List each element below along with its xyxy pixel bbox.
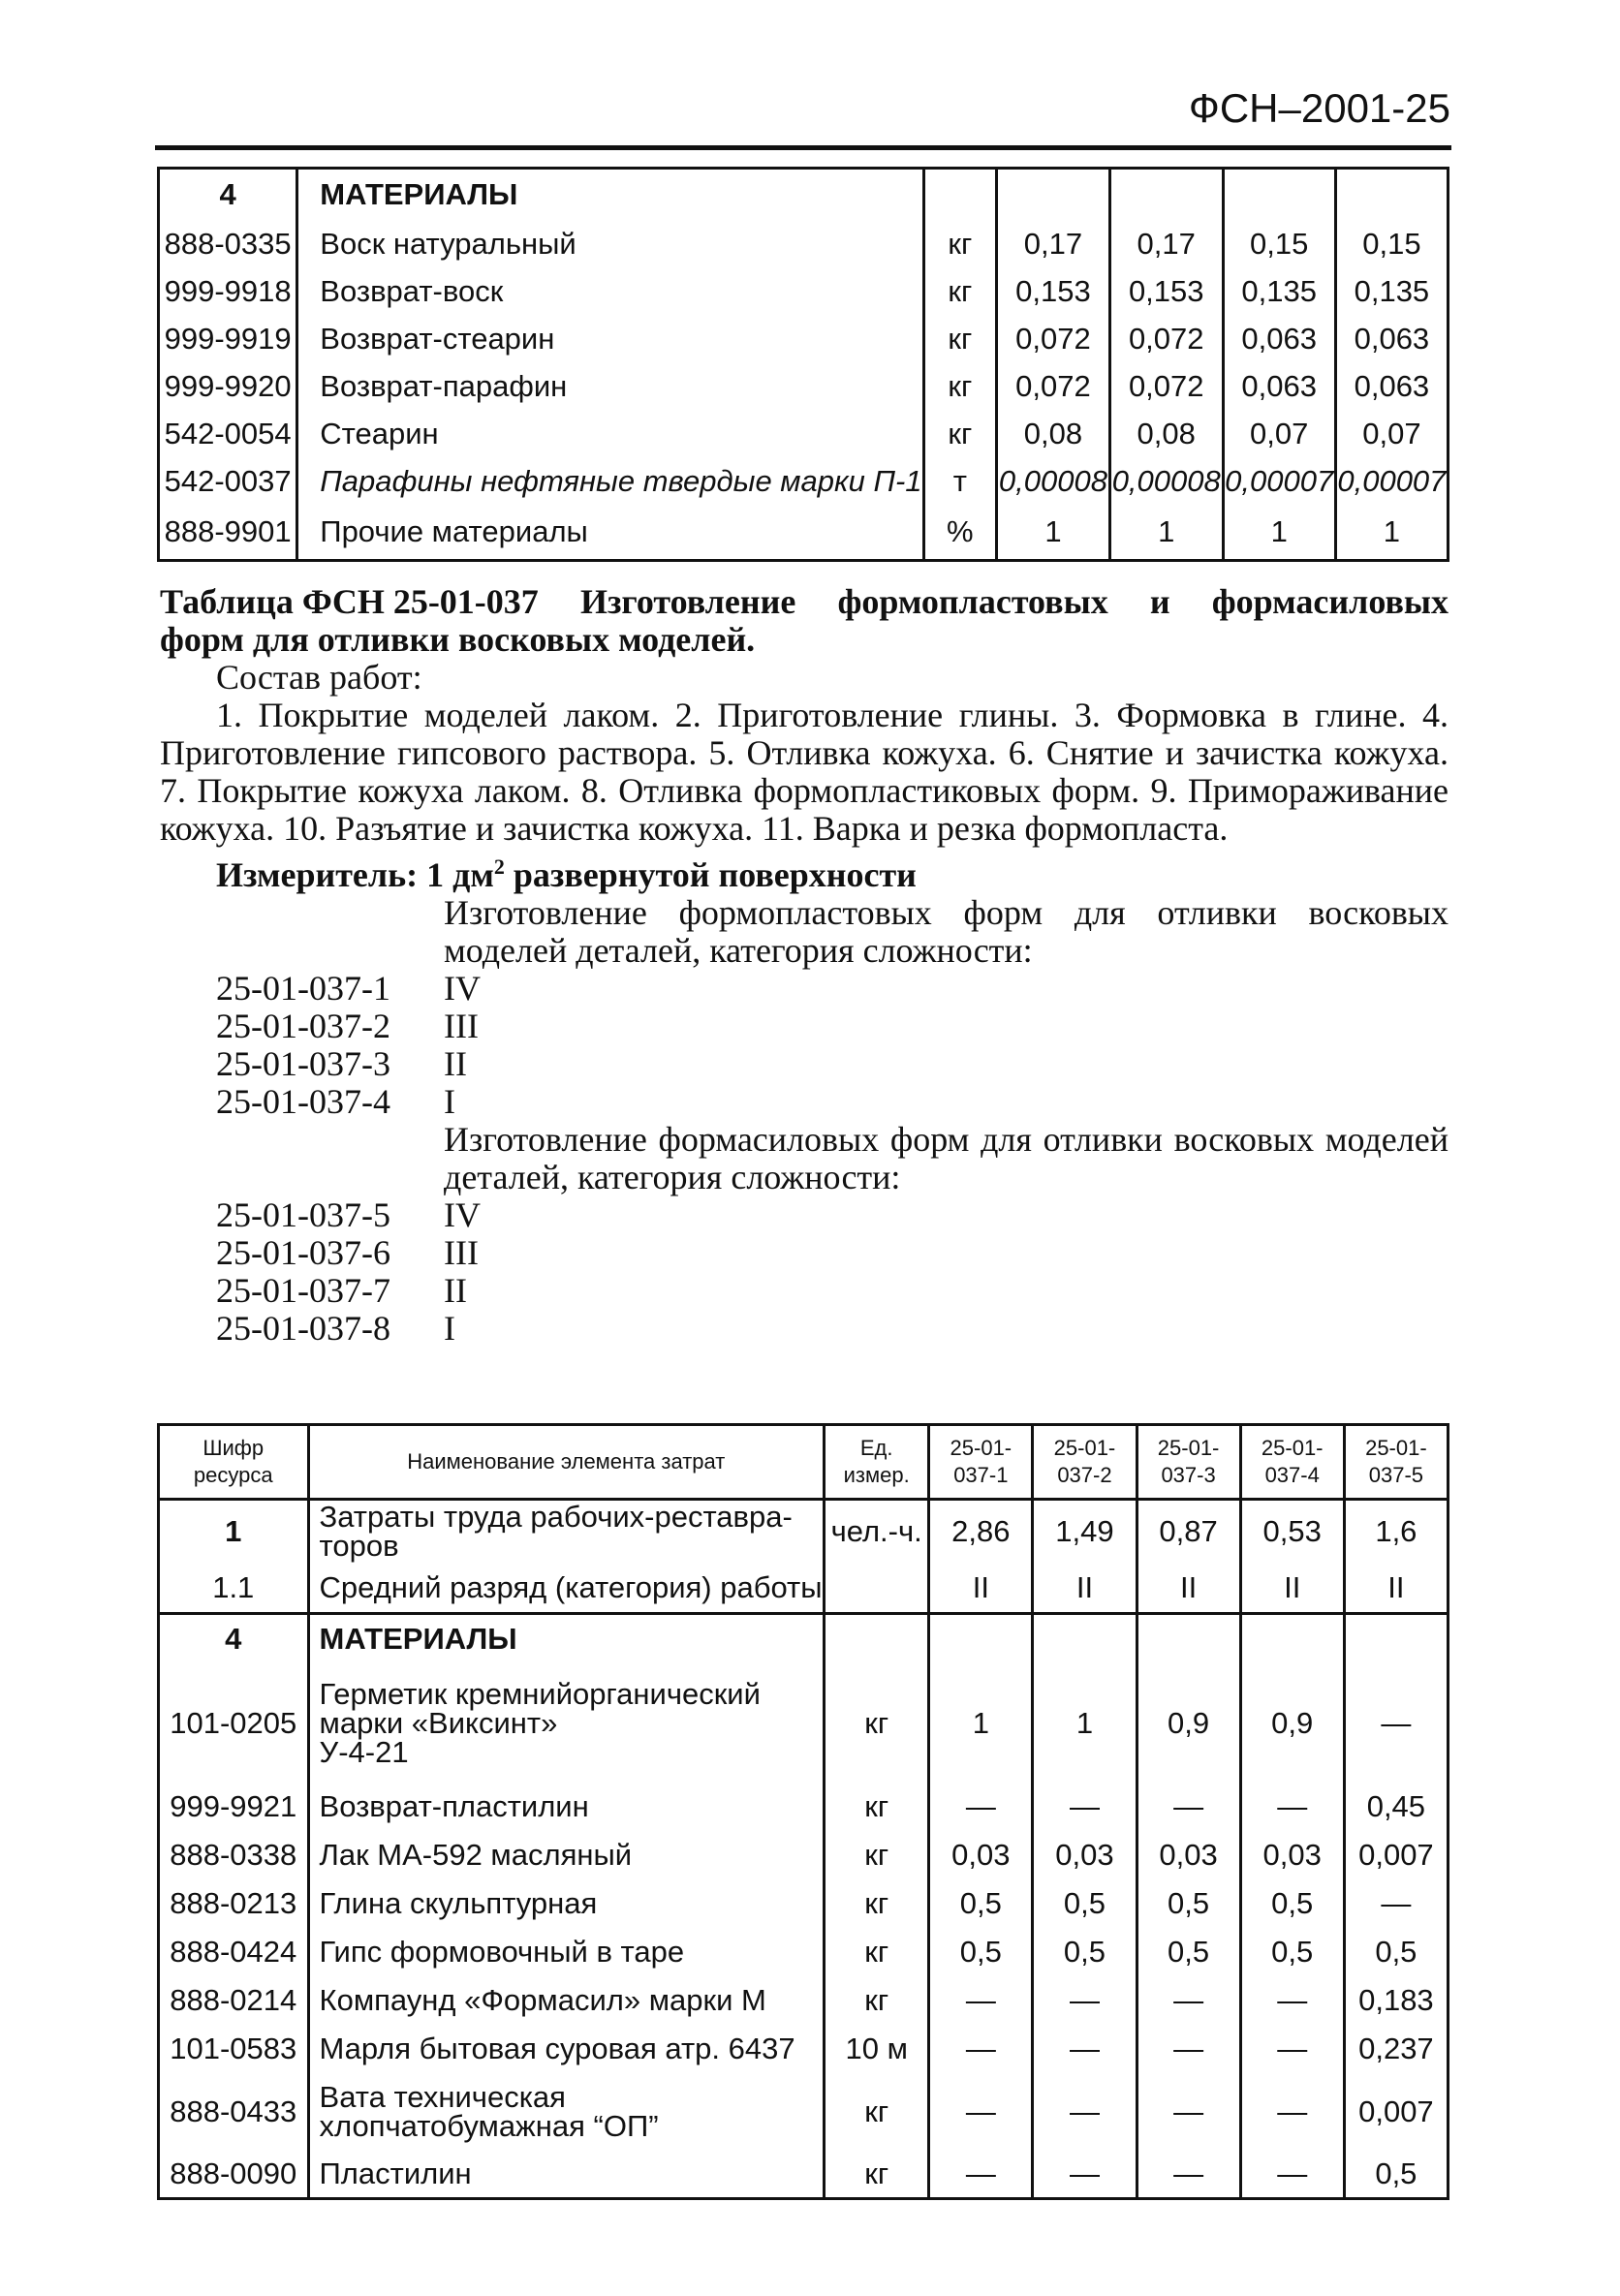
resource-code: 999-9918 [159,267,297,315]
resource-code: 888-0335 [159,220,297,267]
resource-unit: т [923,457,997,505]
value-cell: 0,03 [1033,1831,1137,1879]
table-row [159,1928,1449,1976]
norm-code-row [160,1045,1449,1083]
value-cell: — [1344,1664,1448,1783]
grade-row: 1.1 Средний разряд (категория) работы II II II II II [159,1564,1449,1614]
value-cell: 0,5 [1033,1928,1137,1976]
resource-unit: кг [923,267,997,315]
norm-code: 25-01-037-3 [216,1044,390,1083]
value-cell: 0,17 [1109,220,1223,267]
resource-code: 542-0037 [159,457,297,505]
table-section-row: 4 МАТЕРИАЛЫ [159,1614,1449,1664]
value-cell: — [1137,2025,1240,2073]
header-col2: 25-01- 037-2 [1033,1425,1137,1500]
value-cell: 1 [997,505,1110,561]
value-cell: — [929,1976,1033,2025]
resource-code: 888-9901 [159,505,297,561]
resource-name: Глина скульптурная [308,1879,825,1928]
value-cell: 1 [1033,1664,1137,1783]
norm-code: 25-01-037-4 [216,1082,390,1121]
resource-code: 542-0054 [159,410,297,457]
norm-code-row [160,1234,1449,1272]
norm-code-row [160,1272,1449,1310]
value-cell: — [1033,2025,1137,2073]
value-cell: — [1240,2025,1344,2073]
complexity-category: IV [444,969,481,1008]
value-cell: — [929,2151,1033,2199]
complexity-category: I [444,1082,455,1121]
table-row [159,1664,1449,1783]
value-cell: — [1033,2073,1137,2151]
norm-code: 25-01-037-5 [216,1195,390,1234]
value-cell: 0,5 [1344,1928,1448,1976]
value-cell: 0,00007 [1335,457,1448,505]
complexity-category: III [444,1007,479,1045]
value-cell: — [1240,2073,1344,2151]
resource-name: Компаунд «Формасил» марки М [308,1976,825,2025]
resource-name: Пластилин [308,2151,825,2199]
work-composition-label: Состав работ: [216,658,422,697]
value-cell: 0,072 [1109,362,1223,410]
header-unit: Ед. измер. [825,1425,929,1500]
value-cell: 0,9 [1137,1664,1240,1783]
value-cell: 0,9 [1240,1664,1344,1783]
norm-code: 25-01-037-2 [216,1007,390,1045]
resource-name: Прочие материалы [297,505,923,561]
value-cell: — [1344,1879,1448,1928]
value-cell: — [1137,2151,1240,2199]
resource-unit: кг [923,410,997,457]
resource-code: 888-0214 [159,1976,309,2025]
header-col4: 25-01- 037-4 [1240,1425,1344,1500]
resource-code: 999-9920 [159,362,297,410]
table-row [159,315,1449,362]
norm-code: 25-01-037-6 [216,1233,390,1272]
measure-unit: Измеритель: 1 $дм^2$ развернутой поверхности [216,854,917,894]
table-row [159,1879,1449,1928]
value-cell: 0,45 [1344,1783,1448,1831]
resource-code: 999-9921 [159,1783,309,1831]
resource-unit: кг [825,1976,929,2025]
resource-unit: кг [923,362,997,410]
group1-codes [160,970,1449,1121]
norm-code-row [160,1196,1449,1234]
value-cell: — [1137,2073,1240,2151]
value-cell: 1 [1335,505,1448,561]
page-header-code: ФСН–2001-25 [1188,85,1450,131]
table-row [159,2073,1449,2151]
value-cell: 0,5 [1240,1879,1344,1928]
value-cell: — [1033,2151,1137,2199]
value-cell: — [1240,2151,1344,2199]
norm-code: 25-01-037-7 [216,1271,390,1310]
value-cell: 0,5 [929,1928,1033,1976]
complexity-category: III [444,1233,479,1272]
table-row [159,362,1449,410]
table-row [159,2151,1449,2199]
table-title-line2: форм для отливки восковых моделей. [160,620,756,659]
resource-unit: кг [825,1664,929,1783]
value-cell: 0,5 [1137,1928,1240,1976]
complexity-category: II [444,1271,467,1310]
value-cell: — [1137,1783,1240,1831]
table-row [159,410,1449,457]
resource-name: Воск натуральный [297,220,923,267]
value-cell: — [1033,1783,1137,1831]
complexity-category: IV [444,1195,481,1234]
value-cell: 0,135 [1335,267,1448,315]
value-cell: 0,5 [1240,1928,1344,1976]
norm-code: 25-01-037-8 [216,1309,390,1348]
header-col5: 25-01- 037-5 [1344,1425,1448,1500]
table-row [159,2025,1449,2073]
labor-row: 1 Затраты труда рабочих-реставра- торов чел.-ч. 2,86 1,49 0,87 0,53 1,6 [159,1500,1449,1564]
value-cell: — [1240,1783,1344,1831]
resource-name: Герметик кремнийорганический марки «Виксинт» У-4-21 [308,1664,825,1783]
section-title: МАТЕРИАЛЫ [297,169,923,221]
value-cell: 0,00008 [997,457,1110,505]
value-cell: 0,00008 [1109,457,1223,505]
value-cell: — [1240,1976,1344,2025]
materials-table-continued [157,167,1449,562]
resources-table [157,1423,1449,2200]
value-cell: 0,183 [1344,1976,1448,2025]
section-code: 4 [159,169,297,221]
resource-name: Возврат-пластилин [308,1783,825,1831]
resource-name: Возврат-воск [297,267,923,315]
value-cell: 0,08 [997,410,1110,457]
value-cell: 0,072 [997,315,1110,362]
value-cell: 0,08 [1109,410,1223,457]
value-cell: 1 [929,1664,1033,1783]
resource-code: 888-0338 [159,1831,309,1879]
value-cell: 0,07 [1223,410,1335,457]
resource-name: Вата техническая хлопчатобумажная “ОП” [308,2073,825,2151]
header-col3: 25-01- 037-3 [1137,1425,1240,1500]
group2-description: Изготовление формасиловых форм для отливки восковых моделей деталей, категория сложности: [444,1120,1449,1196]
value-cell: — [929,2025,1033,2073]
resource-unit: кг [825,1879,929,1928]
value-cell: 0,03 [1240,1831,1344,1879]
value-cell: 0,007 [1344,2073,1448,2151]
resource-name: Лак МА-592 масляный [308,1831,825,1879]
resource-unit: кг [825,2073,929,2151]
resource-unit: кг [923,315,997,362]
value-cell: — [1137,1976,1240,2025]
table-row [159,220,1449,267]
value-cell: 1 [1223,505,1335,561]
resource-code: 888-0433 [159,2073,309,2151]
value-cell: — [929,2073,1033,2151]
norm-code-row [160,1083,1449,1121]
value-cell: 0,5 [929,1879,1033,1928]
value-cell: 0,007 [1344,1831,1448,1879]
table-section-row [159,169,1449,221]
resource-unit: кг [825,2151,929,2199]
group2-codes [160,1196,1449,1348]
value-cell: 0,063 [1335,315,1448,362]
value-cell: 0,17 [997,220,1110,267]
resource-name: Парафины нефтяные твердые марки П-1 [297,457,923,505]
complexity-category: II [444,1044,467,1083]
work-composition-text: 1. Покрытие моделей лаком. 2. Приготовление глины. 3. Формовка в глине. 4. Приготовление гипсового раствора. 5. Отливка кожуха. 6. Снятие и зачистка кожуха. 7. Покрытие кожуха лаком. 8. Отливка формопластиковых форм. 9. Приморaживание кожуха. 10. Разъятие и зачистка кожуха. 11. Варка и резка формопласта. [160,696,1449,848]
table-row [159,1976,1449,2025]
value-cell: 0,063 [1223,315,1335,362]
resource-name: Гипс формовочный в таре [308,1928,825,1976]
value-cell: 0,5 [1344,2151,1448,2199]
table-row [159,267,1449,315]
resource-unit: кг [825,1928,929,1976]
header-name: Наименование элемента затрат [308,1425,825,1500]
resource-code: 888-0090 [159,2151,309,2199]
value-cell: 0,15 [1223,220,1335,267]
table-row [159,1783,1449,1831]
norm-code-row [160,1008,1449,1045]
value-cell: 0,07 [1335,410,1448,457]
table-title: Таблица ФСН 25-01-037 Изготовление формопластовых и формасиловых [160,582,1449,621]
value-cell: 0,063 [1335,362,1448,410]
norm-code: 25-01-037-1 [216,969,390,1008]
table-row [159,457,1449,505]
value-cell: 0,153 [1109,267,1223,315]
norm-code-row [160,970,1449,1008]
value-cell: 0,072 [997,362,1110,410]
resource-name: Возврат-парафин [297,362,923,410]
value-cell: 0,063 [1223,362,1335,410]
norm-code-row [160,1310,1449,1348]
complexity-category: I [444,1309,455,1348]
value-cell: 1 [1109,505,1223,561]
value-cell: 0,00007 [1223,457,1335,505]
resource-unit: кг [825,1783,929,1831]
value-cell: 0,15 [1335,220,1448,267]
value-cell: — [1033,1976,1137,2025]
value-cell: 0,5 [1137,1879,1240,1928]
header-col1: 25-01- 037-1 [929,1425,1033,1500]
value-cell: 0,072 [1109,315,1223,362]
resource-unit: % [923,505,997,561]
resource-unit: кг [923,220,997,267]
value-cell: 0,153 [997,267,1110,315]
resource-unit: кг [825,1831,929,1879]
value-cell: 0,03 [1137,1831,1240,1879]
resource-code: 101-0205 [159,1664,309,1783]
resource-name: Возврат-стеарин [297,315,923,362]
resource-name: Марля бытовая суровая атр. 6437 [308,2025,825,2073]
resource-code: 101-0583 [159,2025,309,2073]
resource-code: 999-9919 [159,315,297,362]
group1-description: Изготовление формопластовых форм для отливки восковых моделей деталей, категория сложности: [444,893,1449,970]
resource-name: Стеарин [297,410,923,457]
value-cell: 0,135 [1223,267,1335,315]
resource-unit: 10 м [825,2025,929,2073]
resource-code: 888-0424 [159,1928,309,1976]
value-cell: 0,237 [1344,2025,1448,2073]
table-description [160,583,1449,1348]
header-rule [155,145,1451,150]
table-row [159,505,1449,561]
resource-code: 888-0213 [159,1879,309,1928]
table-row [159,1831,1449,1879]
value-cell: 0,5 [1033,1879,1137,1928]
table-header-row [159,1425,1449,1500]
value-cell: — [929,1783,1033,1831]
value-cell: 0,03 [929,1831,1033,1879]
header-code: Шифр ресурса [159,1425,309,1500]
